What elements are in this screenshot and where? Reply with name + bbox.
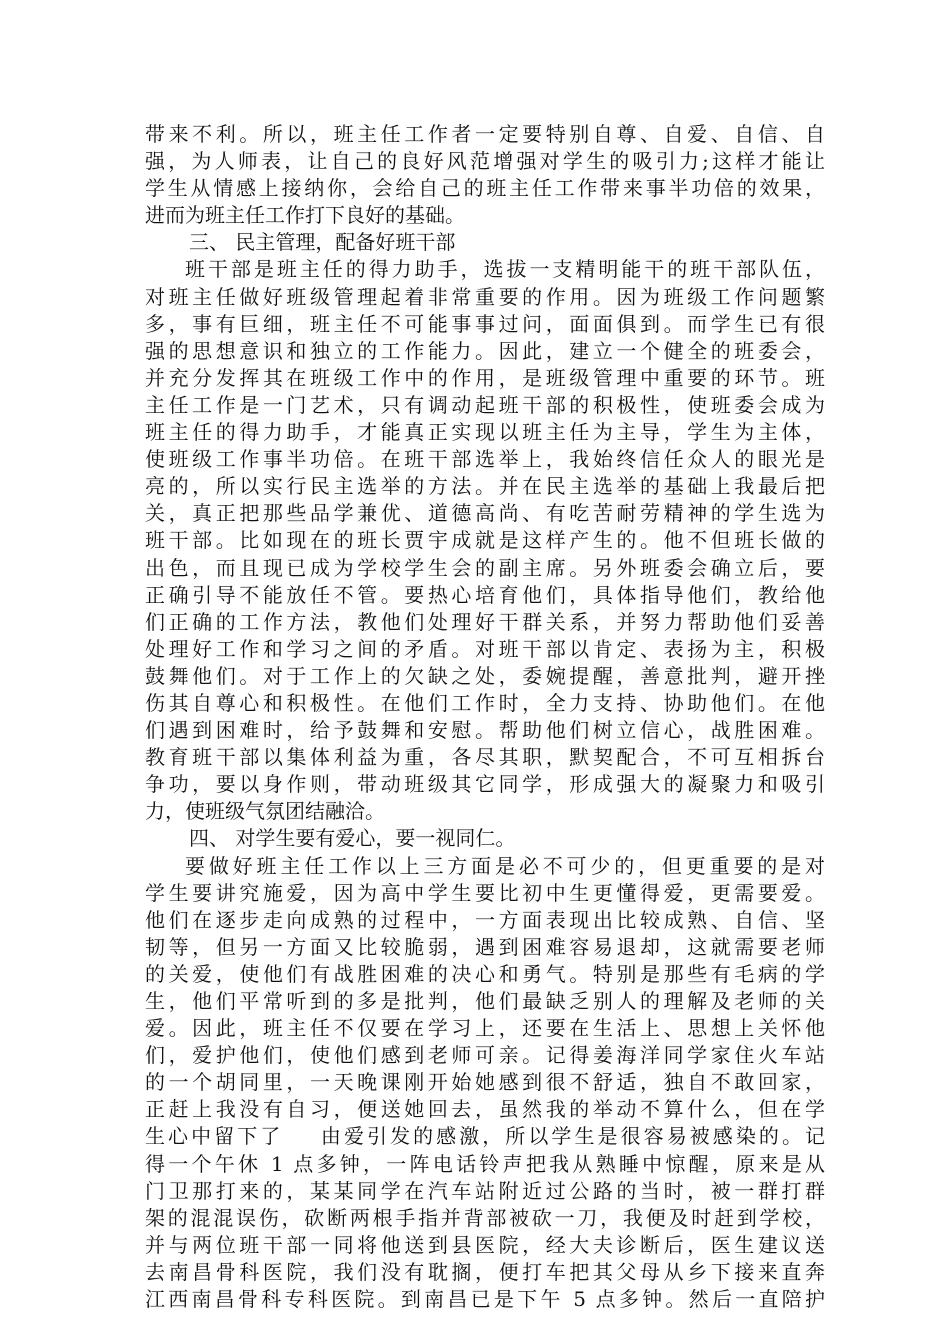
text-line: 爱。因此，班主任不仅要在学习上，还要在生活上、思想上关怀他	[145, 1016, 825, 1041]
section-heading-3: 三、 民主管理，配备好班干部	[189, 230, 456, 255]
text-line: 主任工作是一门艺术，只有调动起班干部的积极性，使班委会成为	[145, 392, 825, 417]
text-line: 的一个胡同里，一天晚课刚开始她感到很不舒适，独自不敢回家，	[145, 1070, 825, 1095]
text-line: 班主任的得力助手，才能真正实现以班主任为主导，学生为主体，	[145, 420, 825, 445]
text-line: 亮的，所以实行民主选举的方法。并在民主选举的基础上我最后把	[145, 474, 825, 499]
text-line: 班干部是班主任的得力助手，选拔一支精明能干的班干部队伍，	[185, 257, 825, 282]
text-line: 江西南昌骨科专科医院。到南昌已是下午 5 点多钟。然后一直陪护	[145, 1287, 825, 1312]
document-body	[145, 121, 825, 1313]
text-line: 鼓舞他们。对于工作上的欠缺之处，委婉提醒，善意批判，避开挫	[145, 663, 825, 688]
text-line: 争功，要以身作则，带动班级其它同学，形成强大的凝聚力和吸引	[145, 772, 825, 797]
text-line: 门卫那打来的，某某同学在汽车站附近过公路的当时，被一群打群	[145, 1178, 825, 1203]
text-line: 伤其自尊心和积极性。在他们工作时，全力支持、协助他们。在他	[145, 690, 825, 715]
text-line: 使班级工作事半功倍。在班干部选举上，我始终信任众人的眼光是	[145, 447, 825, 472]
text-line: 多，事有巨细，班主任不可能事事过问，面面俱到。而学生已有很	[145, 311, 825, 336]
text-line: 正赶上我没有自习，便送她回去，虽然我的举动不算什么，但在学	[145, 1097, 825, 1122]
text-line: 生心中留下了 由爱引发的感激，所以学生是很容易被感染的。记	[145, 1124, 825, 1149]
text-line: 们遇到困难时，给予鼓舞和安慰。帮助他们树立信心，战胜困难。	[145, 718, 825, 743]
text-line: 班干部。比如现在的班长贾宇成就是这样产生的。他不但班长做的	[145, 528, 825, 553]
text-line: 学生从情感上接纳你，会给自己的班主任工作带来事半功倍的效果，	[145, 176, 825, 201]
text-line: 去南昌骨科医院，我们没有耽搁，便打车把其父母从乡下接来直奔	[145, 1259, 825, 1284]
section-heading-4: 四、 对学生要有爱心，要一视同仁。	[189, 826, 516, 851]
text-line: 韧等，但另一方面又比较脆弱，遇到困难容易退却，这就需要老师	[145, 934, 825, 959]
text-line: 并充分发挥其在班级工作中的作用，是班级管理中重要的环节。班	[145, 365, 825, 390]
text-line: 生，他们平常听到的多是批判，他们最缺乏别人的理解及老师的关	[145, 989, 825, 1013]
text-line: 带来不利。所以，班主任工作者一定要特别自尊、自爱、自信、自	[145, 122, 825, 146]
text-line: 教育班干部以集体利益为重，各尽其职，默契配合，不可互相拆台	[145, 745, 825, 770]
text-line: 力，使班级气氛团结融洽。	[145, 799, 385, 824]
text-line: 们，爱护他们，使他们感到老师可亲。记得姜海洋同学家住火车站	[145, 1043, 825, 1068]
text-line: 要做好班主任工作以上三方面是必不可少的，但更重要的是对	[185, 853, 825, 878]
text-line: 关，真正把那些品学兼优、道德高尚、有吃苦耐劳精神的学生选为	[145, 501, 825, 526]
text-line: 强，为人师表，让自己的良好风范增强对学生的吸引力;这样才能让	[145, 149, 825, 174]
text-line: 架的混混误伤，砍断两根手指并背部被砍一刀，我便及时赶到学校，	[145, 1205, 825, 1230]
text-line: 的关爱，使他们有战胜困难的决心和勇气。特别是那些有毛病的学	[145, 961, 825, 986]
text-line: 出色，而且现已成为学校学生会的副主席。另外班委会确立后，要	[145, 555, 825, 580]
text-line: 得一个午休 1 点多钟，一阵电话铃声把我从熟睡中惊醒，原来是从	[145, 1151, 825, 1176]
text-line: 学生要讲究施爱，因为高中学生要比初中生更懂得爱，更需要爱。	[145, 880, 825, 905]
text-line: 正确引导不能放任不管。要热心培育他们，具体指导他们，教给他	[145, 582, 825, 607]
text-line: 进而为班主任工作打下良好的基础。	[145, 203, 465, 228]
text-line: 强的思想意识和独立的工作能力。因此，建立一个健全的班委会，	[145, 338, 825, 363]
text-line: 对班主任做好班级管理起着非常重要的作用。因为班级工作问题繁	[145, 284, 825, 309]
text-line: 处理好工作和学习之间的矛盾。对班干部以肯定、表扬为主，积极	[145, 636, 825, 661]
text-line: 他们在逐步走向成熟的过程中，一方面表现出比较成熟、自信、坚	[145, 907, 825, 932]
text-line: 并与两位班干部一同将他送到县医院，经大夫诊断后，医生建议送	[145, 1232, 825, 1257]
text-line: 们正确的工作方法，教他们处理好干群关系，并努力帮助他们妥善	[145, 609, 825, 634]
